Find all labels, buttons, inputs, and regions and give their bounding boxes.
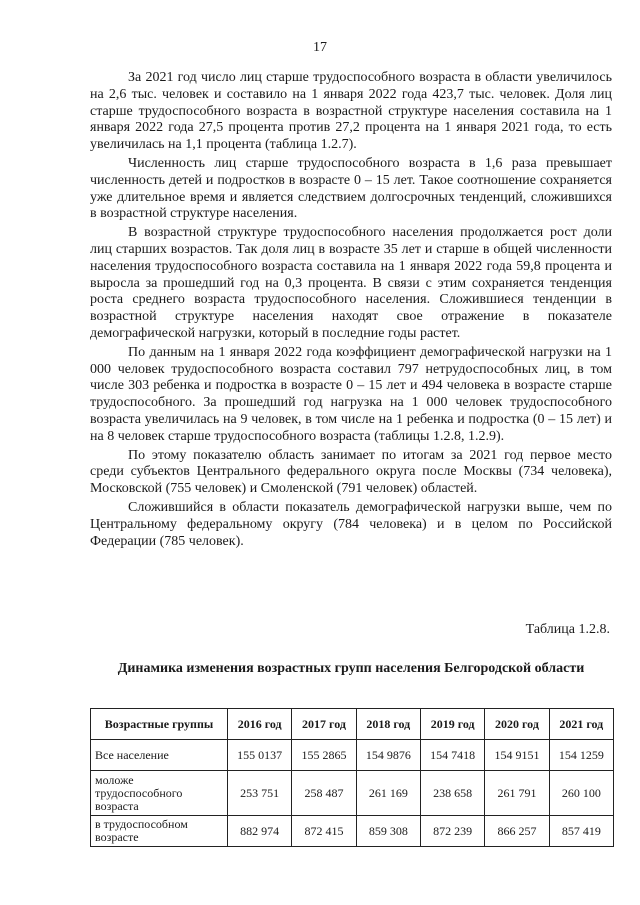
- table-header-cell: 2019 год: [420, 709, 484, 740]
- table-row: [91, 740, 614, 771]
- table-header-row: [91, 709, 614, 740]
- table-cell: 859 308: [356, 816, 420, 847]
- table-header-cell: Возрастные группы: [91, 709, 228, 740]
- table-cell: 857 419: [549, 816, 613, 847]
- table-cell: 866 257: [485, 816, 549, 847]
- table-cell: 154 7418: [420, 740, 484, 771]
- body-text: [90, 70, 612, 552]
- table-cell: 238 658: [420, 771, 484, 816]
- paragraph: Численность лиц старше трудоспособного возраста в 1,6 раза превышает численность детей и подростков в возрасте 0 – 15 лет. Такое соотношение сохраняется уже длительное время и является следствием долгосрочных тенденций, сложившихся в возрастной структуре населения.: [90, 155, 612, 222]
- table-header-cell: 2021 год: [549, 709, 613, 740]
- table-cell: 261 169: [356, 771, 420, 816]
- page-number: 17: [313, 40, 327, 55]
- table-cell-label: Все население: [91, 740, 228, 771]
- table-cell: 155 2865: [292, 740, 356, 771]
- table-cell: 872 239: [420, 816, 484, 847]
- age-groups-table: [90, 708, 614, 847]
- table-label: Таблица 1.2.8.: [525, 622, 610, 637]
- table-cell: 154 9151: [485, 740, 549, 771]
- table-header-cell: 2016 год: [228, 709, 292, 740]
- table-cell: 155 0137: [228, 740, 292, 771]
- paragraph: По данным на 1 января 2022 года коэффициент демографической нагрузки на 1 000 человек трудоспособного возраста составил 797 нетрудоспособных лиц, в том числе 303 ребенка и подростка в возрасте 0 – 15 лет и 494 человека в возрасте старше трудоспособного. За прошедший год нагрузка на 1 000 человек трудоспособного возраста увеличилась на 9 человек, в том числе на 1 ребенка и подростка (0 – 15 лет) и на 8 человек старше трудоспособного возраста (таблицы 1.2.8, 1.2.9).: [90, 344, 612, 444]
- table-cell-label: моложе трудоспособного возраста: [91, 771, 228, 816]
- paragraph: В возрастной структуре трудоспособного населения продолжается рост доли лиц старших возрастов. Так доля лиц в возрасте 35 лет и старше в общей численности населения трудоспособного возраста составила на 1 января 2022 года 59,8 процента и выросла за прошедший год на 0,3 процента. В связи с этим сохраняется тенденция роста среднего возраста трудоспособного населения. Сложившиеся тенденции в возрастной структуре населения находят свое отражение в показателе демографической нагрузки, который в последние годы растет.: [90, 225, 612, 341]
- table-cell: 260 100: [549, 771, 613, 816]
- table-cell: 882 974: [228, 816, 292, 847]
- paragraph: По этому показателю область занимает по итогам за 2021 год первое место среди субъектов Центрального федерального округа после Москвы (734 человека), Московской (755 человек) и Смоленской (791 человек) областей.: [90, 447, 612, 497]
- paragraph: Сложившийся в области показатель демографической нагрузки выше, чем по Центральному федеральному округу (784 человека) и в целом по Российской Федерации (785 человек).: [90, 499, 612, 549]
- table-cell: 261 791: [485, 771, 549, 816]
- table-header-cell: 2017 год: [292, 709, 356, 740]
- table-title: Динамика изменения возрастных групп населения Белгородской области: [117, 661, 585, 676]
- table-cell: 258 487: [292, 771, 356, 816]
- table-row: [91, 816, 614, 847]
- table-cell: 253 751: [228, 771, 292, 816]
- table-row: [91, 771, 614, 816]
- table-cell-label: в трудоспособном возрасте: [91, 816, 228, 847]
- table-header-cell: 2018 год: [356, 709, 420, 740]
- table-cell: 154 9876: [356, 740, 420, 771]
- paragraph: За 2021 год число лиц старше трудоспособного возраста в области увеличилось на 2,6 тыс. человек и составило на 1 января 2022 года 423,7 тыс. человек. Доля лиц старше трудоспособного возраста в возрастной структуре населения составила на 1 января 2022 года 27,5 процента против 27,2 процента на 1 января 2021 года, то есть увеличилась на 1,1 процента (таблица 1.2.7).: [90, 70, 612, 153]
- table-header-cell: 2020 год: [485, 709, 549, 740]
- table-cell: 154 1259: [549, 740, 613, 771]
- table-cell: 872 415: [292, 816, 356, 847]
